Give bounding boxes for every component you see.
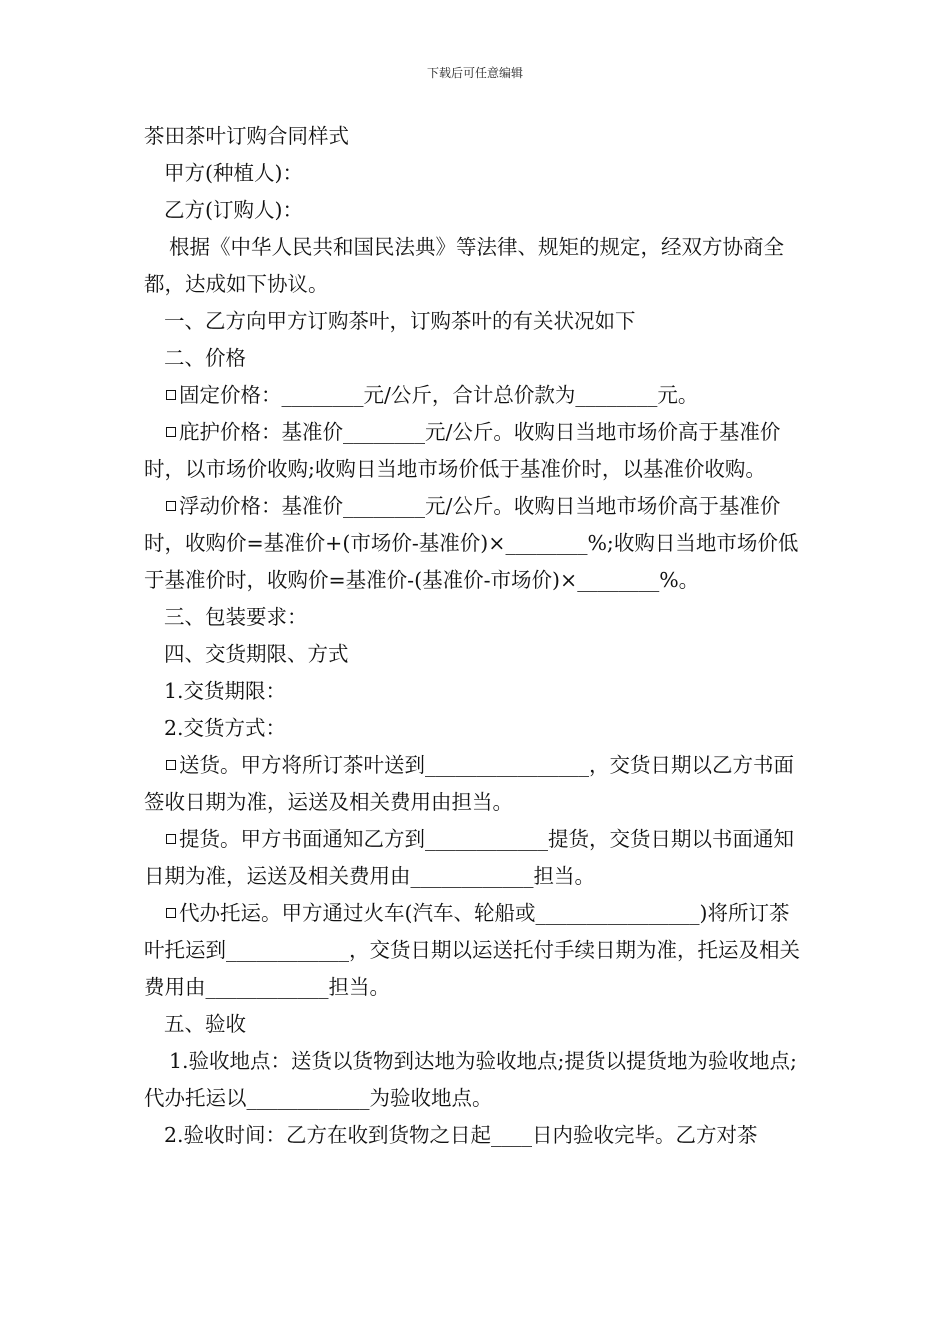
float-price-option: 浮动价格：基准价________元/公斤。收购日当地市场价高于基准价时，收购价=基准价+(市场价-基准价)×________%;收购日当地市场价低于基准价时，收购价=基准价-(基准价-市场价)×________%。 <box>144 494 799 592</box>
section-4-2: 2.交货方式： <box>164 716 287 740</box>
intro-paragraph: 根据《中华人民共和国民法典》等法律、规矩的规定，经双方协商全都，达成如下协议。 <box>144 235 784 296</box>
section-5-2: 2.验收时间：乙方在收到货物之日起____日内验收完毕。乙方对茶 <box>164 1123 758 1147</box>
checkbox-icon <box>166 760 176 770</box>
fixed-price-option: 固定价格：________元/公斤，合计总价款为________元。 <box>144 377 809 414</box>
checkbox-icon <box>166 834 176 844</box>
checkbox-icon <box>166 390 176 400</box>
pickup-option: 提货。甲方书面通知乙方到____________提货，交货日期以书面通知日期为准，运送及相关费用由____________担当。 <box>144 827 794 888</box>
floor-price-option: 庇护价格：基准价________元/公斤。收购日当地市场价高于基准价时，以市场价收购;收购日当地市场价低于基准价时，以基准价收购。 <box>144 420 781 481</box>
document-title: 茶田茶叶订购合同样式 <box>144 124 349 148</box>
section-3: 三、包装要求： <box>164 605 308 629</box>
contract-body <box>144 118 809 1154</box>
agency-option: 代办托运。甲方通过火车(汽车、轮船或________________)将所订茶叶托运到____________，交货日期以运送托付手续日期为准，托运及相关费用由____________担当。 <box>144 901 800 999</box>
party-b: 乙方(订购人)： <box>164 198 303 222</box>
checkbox-icon <box>166 501 176 511</box>
party-a: 甲方(种植人)： <box>164 161 303 185</box>
section-1: 一、乙方向甲方订购茶叶，订购茶叶的有关状况如下 <box>164 309 636 333</box>
section-4: 四、交货期限、方式 <box>164 642 349 666</box>
checkbox-icon <box>166 427 176 437</box>
section-5: 五、验收 <box>164 1012 246 1036</box>
checkbox-icon <box>166 908 176 918</box>
section-5-1: 1.验收地点：送货以货物到达地为验收地点;提货以提货地为验收地点;代办托运以____________为验收地点。 <box>144 1049 797 1110</box>
section-2: 二、价格 <box>164 346 246 370</box>
section-4-1: 1.交货期限： <box>164 679 287 703</box>
delivery-option: 送货。甲方将所订茶叶送到________________，交货日期以乙方书面签收日期为准，运送及相关费用由担当。 <box>144 753 794 814</box>
page-header: 下载后可任意编辑 <box>426 66 523 80</box>
